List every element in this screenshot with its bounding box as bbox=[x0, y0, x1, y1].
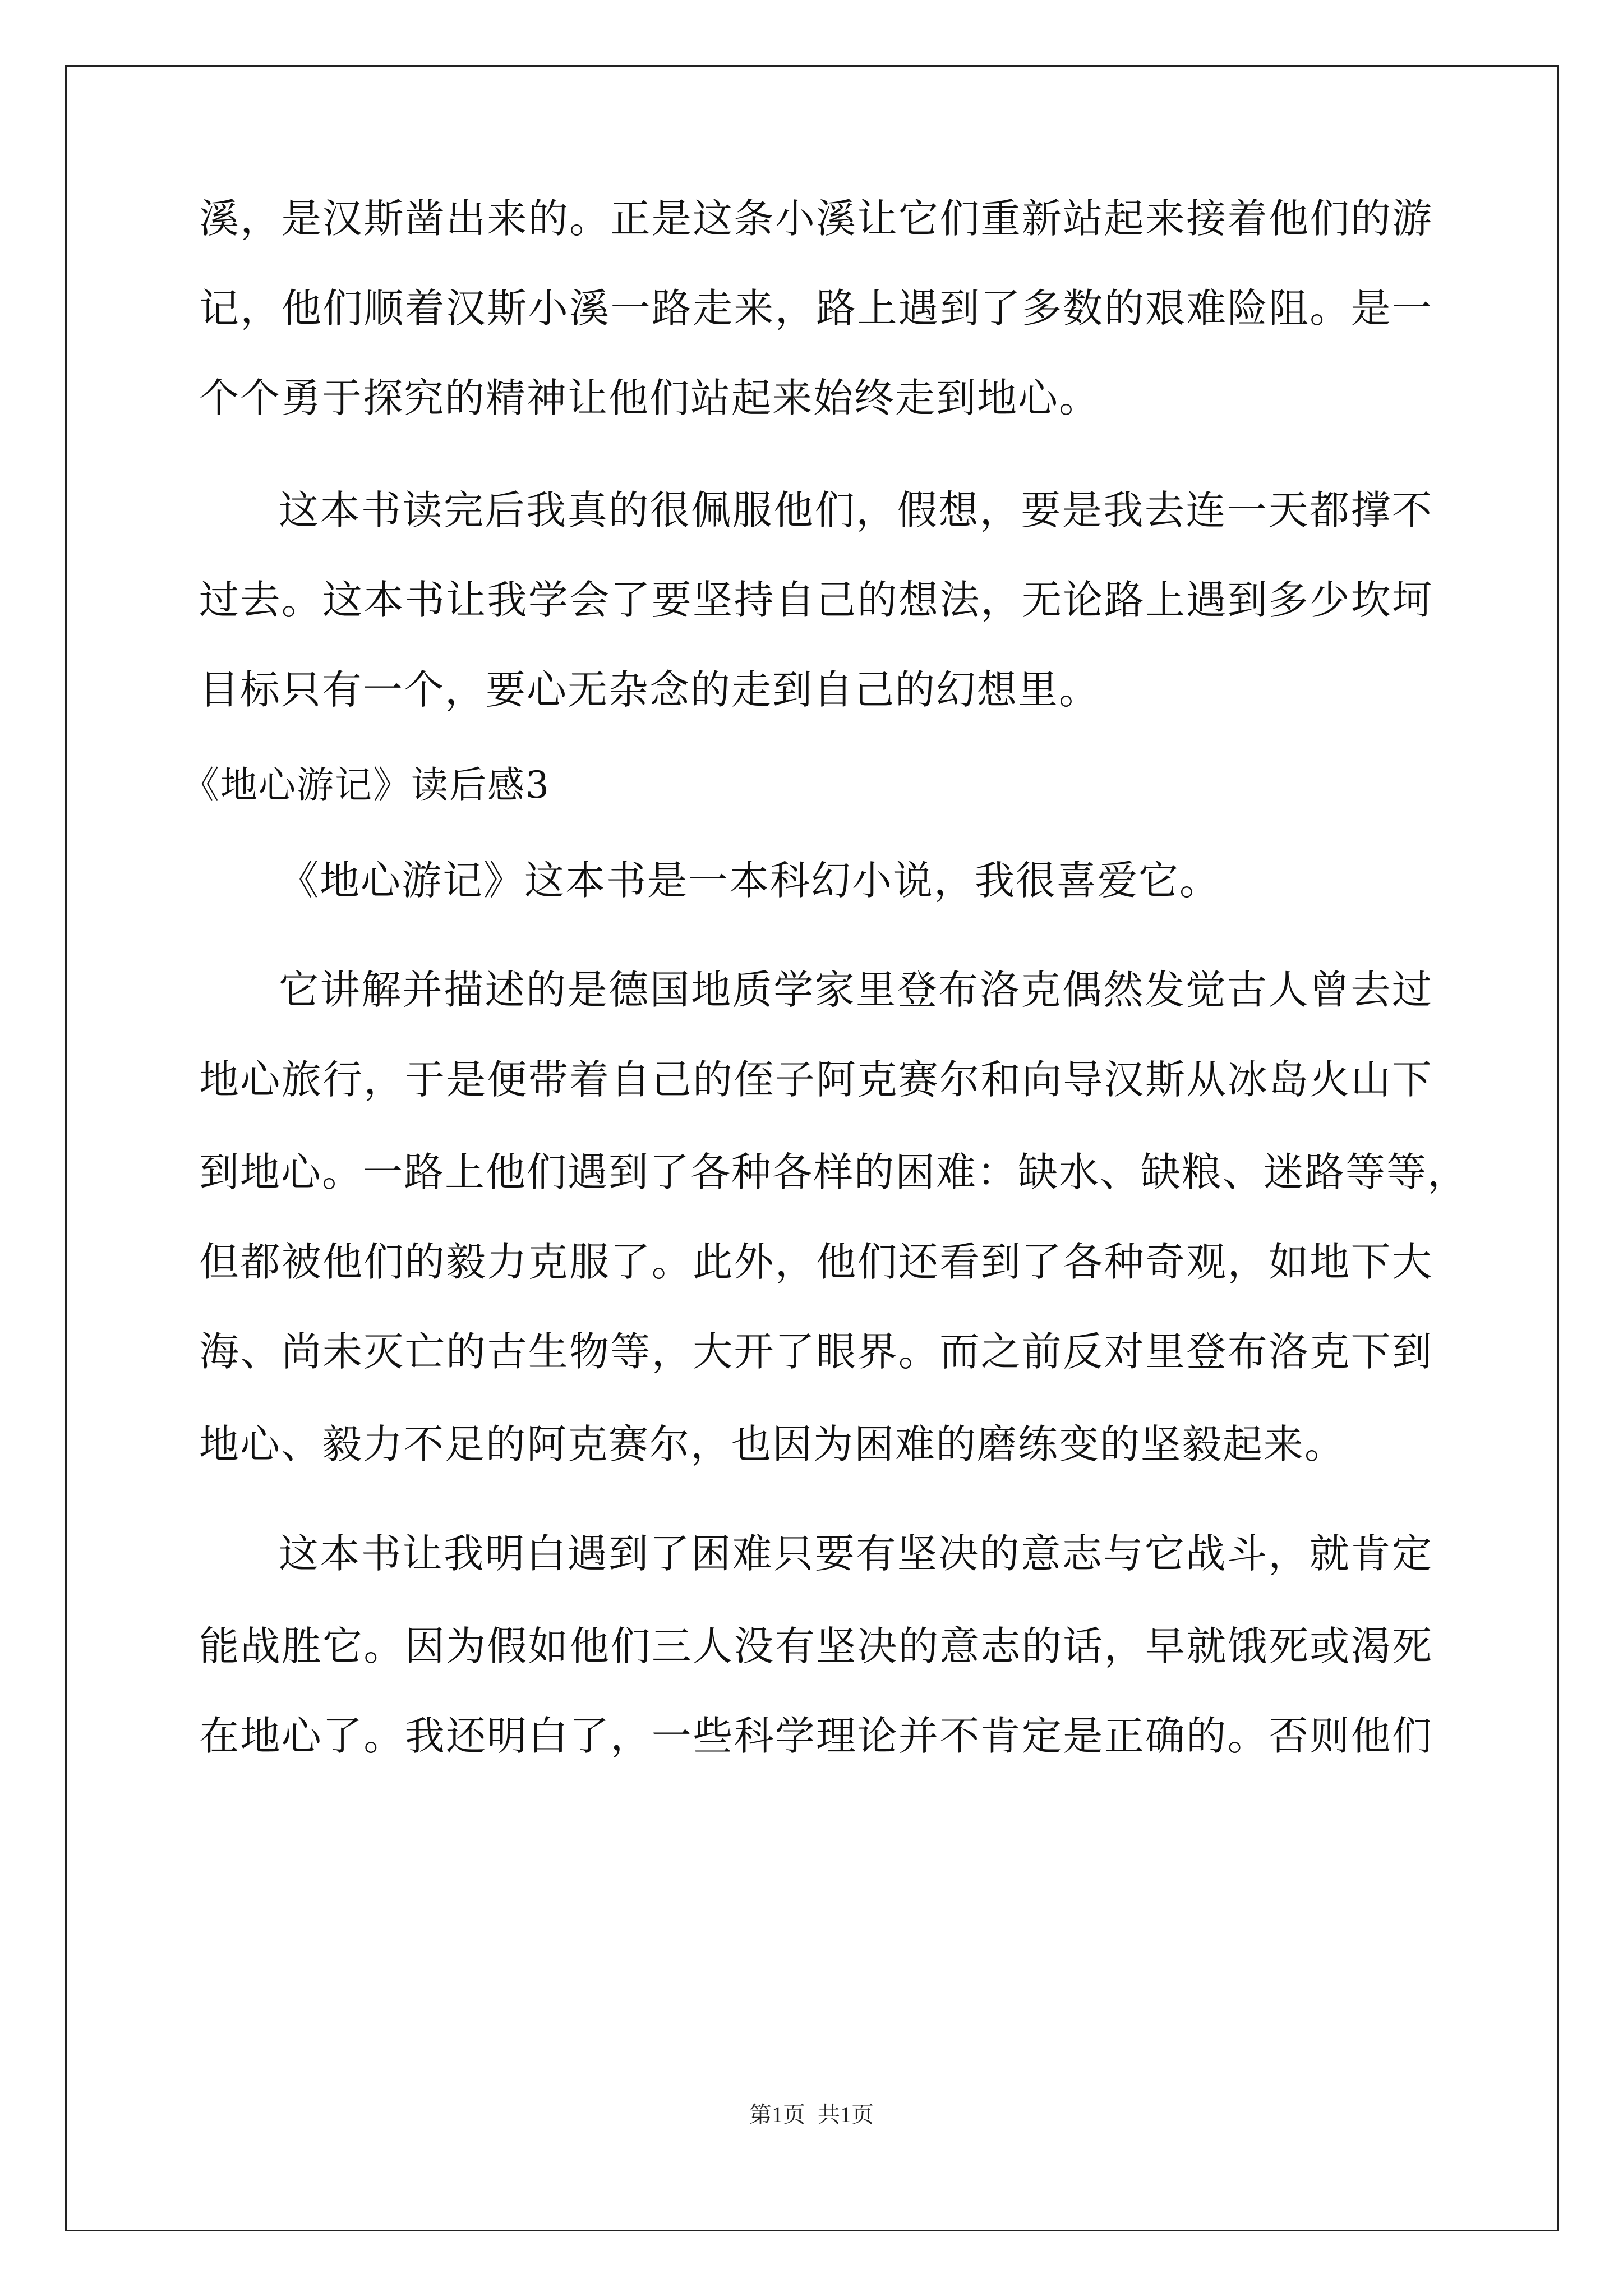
paragraph-first-line: 这本书让我明白遇到了困难只要有坚决的意志与它战斗，就肯定 bbox=[279, 1530, 1433, 1577]
text-line: 能战胜它。因为假如他们三人没有坚决的意志的话，早就饿死或渴死 bbox=[199, 1623, 1433, 1669]
text-line: 到地心。一路上他们遇到了各种各样的困难：缺水、缺粮、迷路等等， bbox=[199, 1149, 1469, 1195]
text-line: 海、尚未灭亡的古生物等，大开了眼界。而之前反对里登布洛克下到 bbox=[199, 1328, 1433, 1375]
text-line: 记，他们顺着汉斯小溪一路走来，路上遇到了多数的艰难险阻。是一 bbox=[199, 285, 1433, 332]
section-heading: 《地心游记》读后感3 bbox=[182, 763, 550, 807]
text-line: 目标只有一个，要心无杂念的走到自己的幻想里。 bbox=[199, 666, 1100, 713]
text-line: 个个勇于探究的精神让他们站起来始终走到地心。 bbox=[199, 375, 1100, 421]
paragraph-first-line: 它讲解并描述的是德国地质学家里登布洛克偶然发觉古人曾去过 bbox=[279, 967, 1433, 1013]
text-line: 过去。这本书让我学会了要坚持自己的想法，无论路上遇到多少坎坷 bbox=[199, 577, 1433, 623]
page-footer bbox=[0, 2098, 1623, 2132]
text-line: 溪，是汉斯凿出来的。正是这条小溪让它们重新站起来接着他们的游 bbox=[199, 195, 1433, 242]
paragraph-first-line: 这本书读完后我真的很佩服他们，假想，要是我去连一天都撑不 bbox=[279, 487, 1433, 533]
text-line: 地心、毅力不足的阿克赛尔，也因为困难的磨练变的坚毅起来。 bbox=[199, 1421, 1346, 1467]
page-number: 第1页 bbox=[749, 2102, 805, 2127]
text-line: 在地心了。我还明白了，一些科学理论并不肯定是正确的。否则他们 bbox=[199, 1713, 1433, 1759]
text-line: 地心旅行，于是便带着自己的侄子阿克赛尔和向导汉斯从冰岛火山下 bbox=[199, 1056, 1433, 1103]
text-line: 但都被他们的毅力克服了。此外，他们还看到了各种奇观，如地下大 bbox=[199, 1239, 1433, 1285]
paragraph-first-line: 《地心游记》这本书是一本科幻小说，我很喜爱它。 bbox=[279, 857, 1221, 904]
page-total: 共1页 bbox=[818, 2102, 874, 2127]
